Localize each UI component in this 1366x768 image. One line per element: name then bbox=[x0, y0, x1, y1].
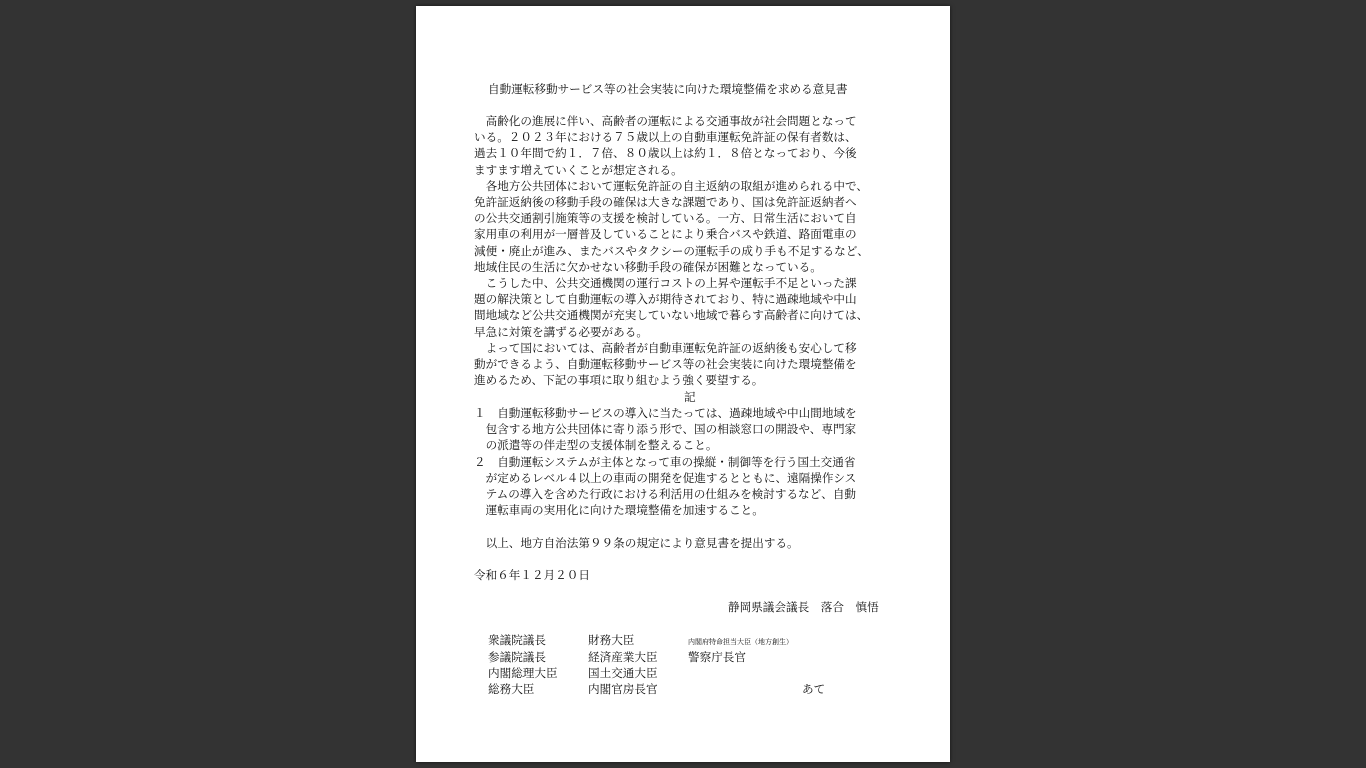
request-item-line: １ 自動運転移動サービスの導入に当たっては、過疎地域や中山間地域を bbox=[474, 406, 857, 420]
recipient-7: 国土交通大臣 bbox=[588, 666, 658, 680]
recipient-1: 衆議院議長 bbox=[488, 633, 546, 647]
body-line: こうした中、公共交通機関の運行コストの上昇や運転手不足といった課 bbox=[474, 276, 857, 290]
closing-statement: 以上、地方自治法第９９条の規定により意見書を提出する。 bbox=[474, 536, 799, 550]
recipient-4: 総務大臣 bbox=[488, 682, 535, 696]
addressee-suffix: あて bbox=[802, 682, 826, 696]
body-line: 過去１０年間で約１．７倍、８０歳以上は約１．８倍となっており、今後 bbox=[474, 146, 857, 161]
document-title: 自動運転移動サービス等の社会実装に向けた環境整備を求める意見書 bbox=[488, 82, 848, 96]
recipient-2: 参議院議長 bbox=[488, 650, 546, 664]
request-item-line: 運転車両の実用化に向けた環境整備を加速すること。 bbox=[474, 503, 764, 518]
body-line: 免許証返納後の移動手段の確保は大きな課題であり、国は免許証返納者へ bbox=[474, 195, 857, 209]
body-line: 動ができるよう、自動運転移動サービス等の社会実装に向けた環境整備を bbox=[474, 357, 857, 371]
body-line: いる。２０２３年における７５歳以上の自動車運転免許証の保有者数は、 bbox=[474, 130, 857, 145]
ki-heading: 記 bbox=[684, 390, 696, 404]
body-line: 高齢化の進展に伴い、高齢者の運転による交通事故が社会問題となって bbox=[474, 114, 857, 128]
body-line: ますます増えていくことが想定される。 bbox=[474, 162, 683, 177]
body-line: 間地域など公共交通機関が充実していない地域で暮らす高齢者に向けては、 bbox=[474, 308, 869, 323]
request-item-line: 包含する地方公共団体に寄り添う形で、国の相談窓口の開設や、専門家 bbox=[474, 422, 857, 437]
body-line: 題の解決策として自動運転の導入が期待されており、特に過疎地域や中山 bbox=[474, 292, 857, 307]
body-line: の公共交通割引施策等の支援を検討している。一方、日常生活において自 bbox=[474, 211, 857, 226]
request-item-line: の派遣等の伴走型の支援体制を整えること。 bbox=[474, 438, 718, 453]
document-page bbox=[416, 6, 950, 762]
body-line: 各地方公共団体において運転免許証の自主返納の取組が進められる中で、 bbox=[474, 178, 868, 193]
recipient-9: 内閣府特命担当大臣（地方創生） bbox=[688, 638, 793, 646]
request-item-line: が定めるレベル４以上の車両の開発を促進するとともに、遠隔操作シス bbox=[474, 470, 857, 485]
recipient-8: 内閣官房長官 bbox=[588, 682, 658, 696]
request-item-line: ２ 自動運転システムが主体となって車の操縦・制御等を行う国土交通省 bbox=[474, 454, 856, 469]
recipient-6: 経済産業大臣 bbox=[588, 650, 658, 664]
body-line: 早急に対策を講ずる必要がある。 bbox=[474, 324, 648, 339]
document-date: 令和６年１２月２０日 bbox=[474, 568, 590, 582]
recipient-10: 警察庁長官 bbox=[688, 650, 746, 664]
body-line: 家用車の利用が一層普及していることにより乗合バスや鉄道、路面電車の bbox=[474, 227, 857, 242]
sender: 静岡県議会議長 落合 慎悟 bbox=[728, 600, 879, 614]
body-line: 進めるため、下記の事項に取り組むよう強く要望する。 bbox=[474, 373, 764, 388]
recipient-5: 財務大臣 bbox=[588, 633, 635, 647]
body-line: よって国においては、高齢者が自動車運転免許証の返納後も安心して移 bbox=[474, 340, 857, 355]
body-line: 地域住民の生活に欠かせない移動手段の確保が困難となっている。 bbox=[474, 259, 822, 274]
body-line: 減便・廃止が進み、またバスやタクシーの運転手の成り手も不足するなど、 bbox=[474, 243, 869, 258]
request-item-line: テムの導入を含めた行政における利活用の仕組みを検討するなど、自動 bbox=[474, 487, 857, 501]
recipient-3: 内閣総理大臣 bbox=[488, 666, 558, 680]
